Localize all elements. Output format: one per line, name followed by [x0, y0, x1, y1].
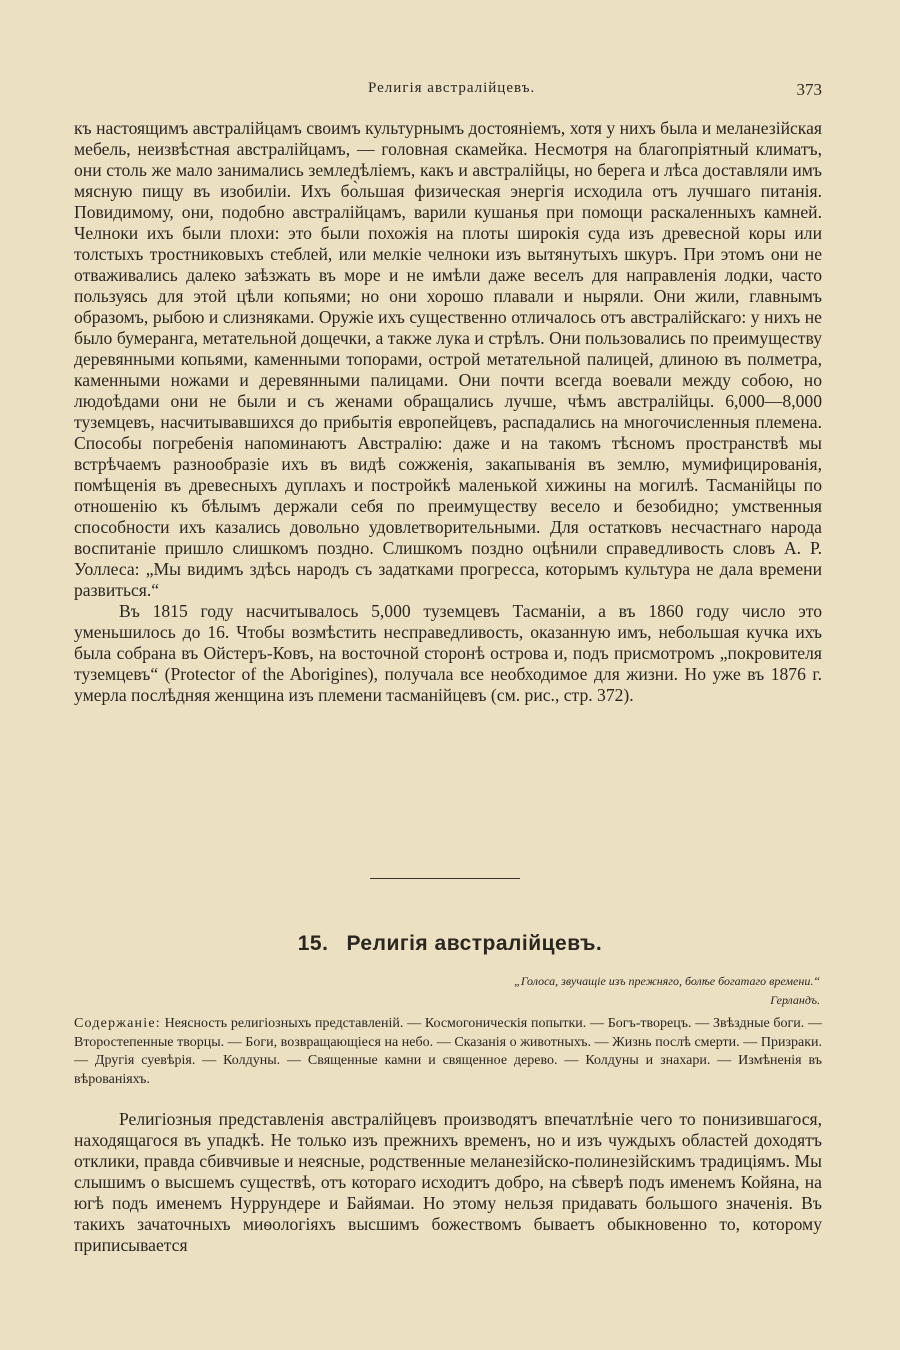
paragraph: къ настоящимъ австралійцамъ своимъ культурнымъ достояніемъ, хотя у нихъ была и меланезійская мебель, неизвѣстная австралійцамъ, — головная скамейка. Несмотря на благопріятный климатъ, они столь же мало занимались земледѣліемъ, какъ и австралійцы, но берега и лѣса доставляли имъ мясную пищу въ изобиліи. Ихъ бо̀льшая физическая энергія исходила отъ лучшаго питанія. Повидимому, они, подобно австралійцамъ, варили кушанья при помощи раскаленныхъ камней. Челноки ихъ были плохи: это были похожія на плоты широкія суда изъ древесной коры или толстыхъ тростниковыхъ стеблей, или мелкіе челноки изъ вытянутыхъ шкуръ. При этомъ они не отваживались далеко заѣзжать въ море и не имѣли даже веселъ для направленія лодки, часто пользуясь для этой цѣли копьями; но они хорошо плавали и ныряли. Они жили, главнымъ образомъ, рыбою и слизняками. Оружіе ихъ существенно отличалось отъ австралійскаго: у нихъ не было бумеранга, метательной дощечки, а также лука и стрѣлъ. Они пользовались по преимуществу деревянными копьями, каменными топорами, острой метательной палицей, длиною въ полметра, каменными ножами и деревянными палицами. Они почти всегда воевали между собою, но людоѣдами они не были и съ женами обращались лучше, чѣмъ австралійцы. 6,000—8,000 туземцевъ, насчитывавшихся до прибытія европейцевъ, распадались на многочисленныя племена. Способы погребенія напоминаютъ Австралію: даже и на такомъ тѣсномъ пространствѣ мы встрѣчаемъ разнообразіе ихъ въ видѣ сожженія, закапыванія въ землю, мумифицированія, помѣщенія въ древесныхъ дуплахъ и постройкѣ маленькой хижины на могилѣ. Тасманійцы по отношенію къ бѣлымъ держали себя по преимуществу весело и безобидно; умственныя способности ихъ казались довольно удовлетворительными. Для остатковъ несчастнаго народа воспитаніе пришло слишкомъ поздно. Слишкомъ поздно оцѣнили справедливость словъ А. Р. Уоллеса: „Мы видимъ здѣсь народъ съ задатками прогресса, которымъ культура не дала времени развиться.“: [74, 118, 822, 600]
running-title: Религія австралійцевъ.: [368, 80, 536, 96]
contents-text: Неясность религіозныхъ представленій. — Космогоническія попытки. — Богъ-творецъ. — Звѣздные боги. — Второстепенные творцы. — Боги, возвращающіеся на небо. — Сказанія о животныхъ. — Жизнь послѣ смерти. — Призраки. — Другія суевѣрія. — Колдуны. — Священные камни и священное дерево. — Колдуны и знахари. — Измѣненія въ вѣрованіяхъ.: [74, 1016, 823, 1087]
section-divider: [370, 878, 520, 879]
body-text: [74, 118, 822, 706]
epigraph-author: Герландъ.: [770, 993, 820, 1007]
contents-label: Содержаніе:: [74, 1016, 161, 1031]
section-title: Религія австралійцевъ.: [346, 932, 603, 955]
chapter-opening-text: [74, 1109, 822, 1256]
paragraph: Въ 1815 году насчитывалось 5,000 туземцевъ Тасманіи, а въ 1860 году число это уменьшилось до 16. Чтобы возмѣстить несправедливость, оказанную имъ, небольшая кучка ихъ была собрана въ Ойстеръ-Ковъ, на восточной сторонѣ острова и, подъ присмотромъ „покровителя туземцевъ“ (Protector of the Aborigines), получала все необходимое для жизни. Но уже въ 1876 г. умерла послѣдняя женщина изъ племени тасманійцевъ (см. рис., стр. 372).: [74, 601, 822, 705]
page-number: 373: [796, 80, 822, 99]
section-heading: [0, 932, 900, 956]
chapter-contents: [74, 1015, 822, 1089]
section-number: 15.: [297, 932, 329, 955]
epigraph: [400, 972, 820, 1010]
paragraph: Религіозныя представленія австралійцевъ производятъ впечатлѣніе чего то понизившагося, находящагося въ упадкѣ. Не только изъ прежнихъ временъ, но и изъ чуждыхъ областей доходятъ отклики, правда сбивчивые и неясные, родственные меланезійско-полинезійскимъ традиціямъ. Мы слышимъ о высшемъ существѣ, отъ котораго исходитъ добро, на сѣверѣ подъ именемъ Койяна, на югѣ подъ именемъ Нуррундере и Байямаи. Но этому нельзя придавать большого значенія. Въ такихъ зачаточныхъ миѳологіяхъ высшимъ божествомъ бываетъ обыкновенно то, которому приписывается: [74, 1109, 822, 1255]
page-header: [74, 80, 822, 108]
epigraph-quote: „Голоса, звучащіе изъ прежняго, болѣе богатаго времени.“: [514, 974, 820, 988]
